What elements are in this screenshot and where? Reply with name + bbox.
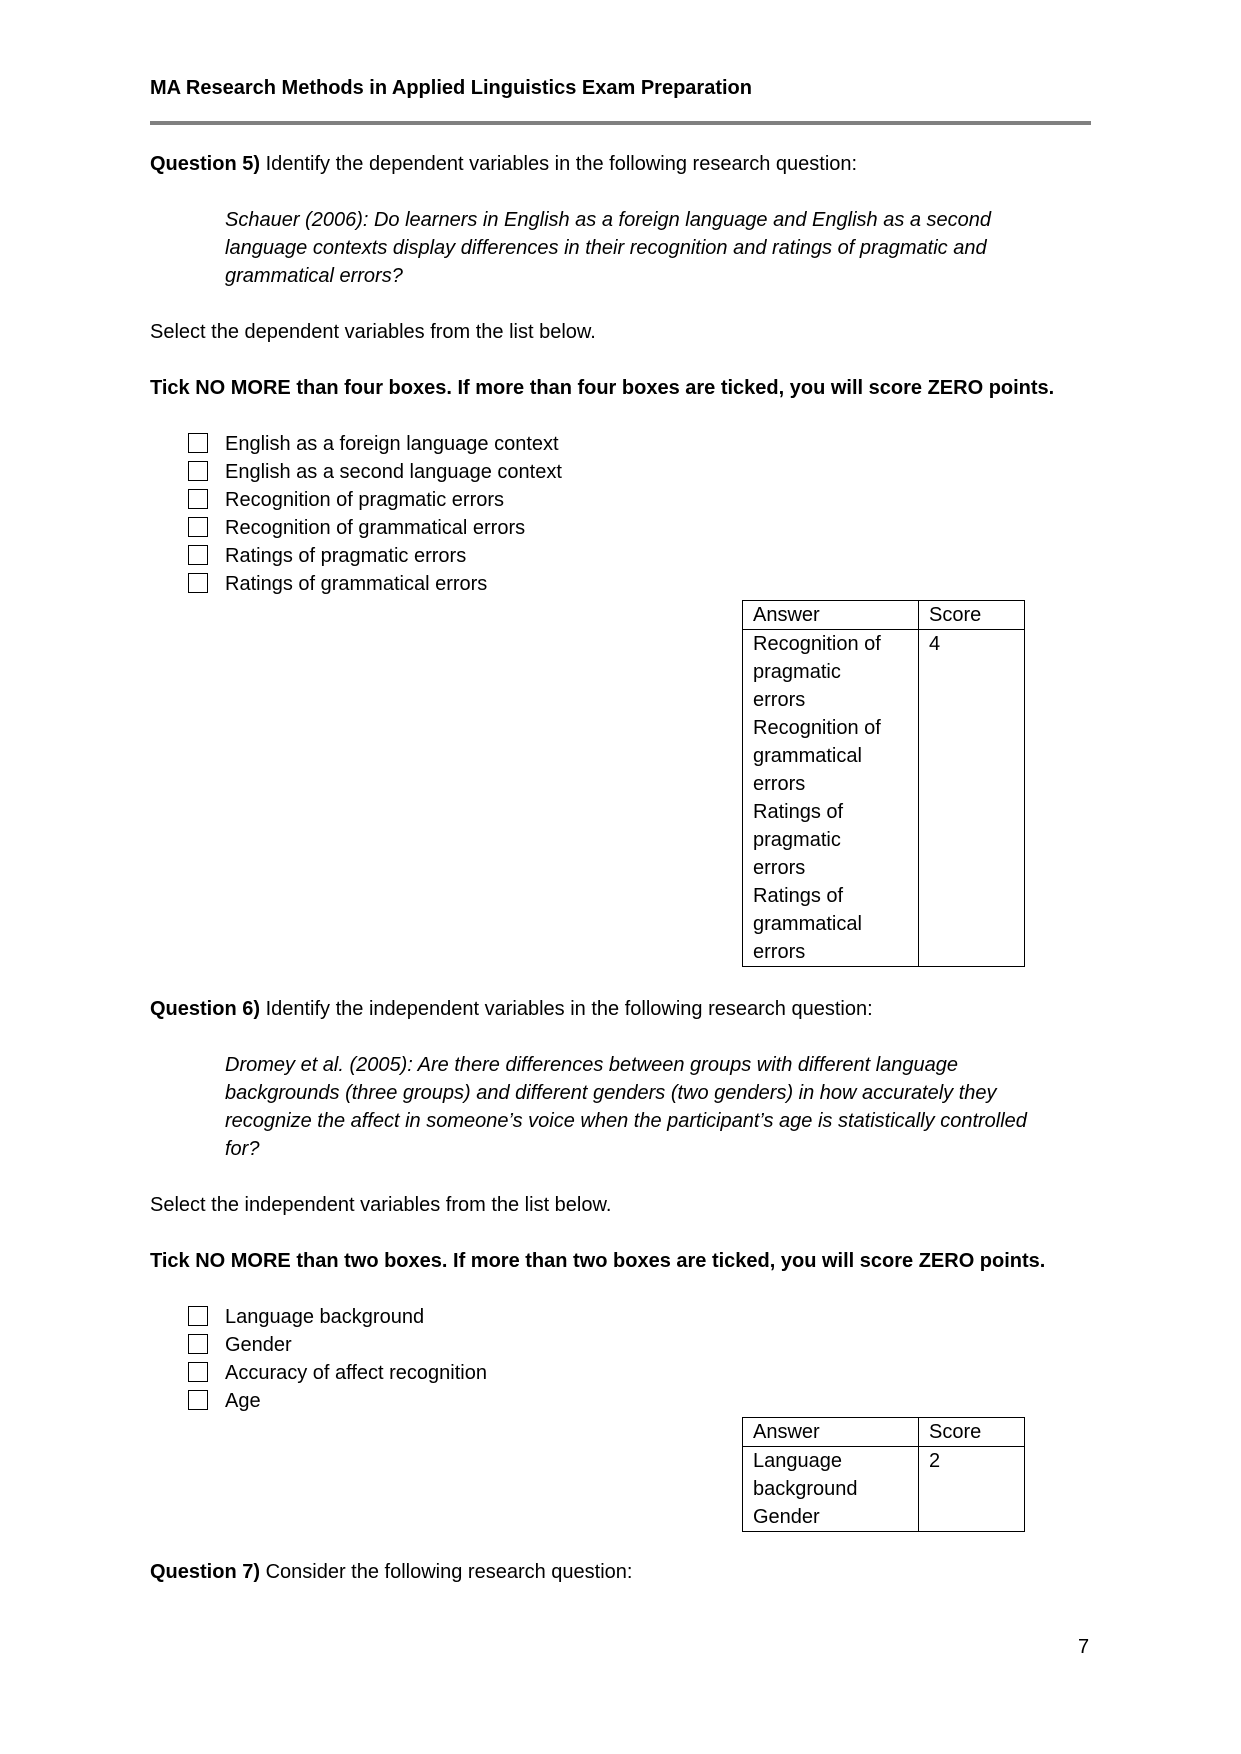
q5-option-label: Ratings of pragmatic errors — [225, 545, 467, 567]
q6-option-checkbox[interactable] — [188, 1362, 208, 1382]
q6-option-checkbox[interactable] — [188, 1390, 208, 1410]
score-cell: 2 — [919, 1447, 1025, 1532]
q7-prompt: Consider the following research question: — [265, 1561, 633, 1583]
answer-line: Recognition of — [753, 717, 881, 739]
q6-prompt: Identify the independent variables in the following research question: — [265, 998, 873, 1020]
q5-option-label: English as a second language context — [225, 461, 562, 483]
q6-option-label: Gender — [225, 1334, 292, 1356]
q5-research-question-line: Schauer (2006): Do learners in English as a foreign language and English as a second — [225, 209, 992, 231]
q6-option-label: Language background — [225, 1306, 425, 1328]
q5-option-checkbox[interactable] — [188, 517, 208, 537]
q5-select-text: Select the dependent variables from the list below. — [150, 321, 596, 343]
q5-option-checkbox[interactable] — [188, 545, 208, 565]
q6-prompt-line — [150, 995, 873, 1023]
answer-line: grammatical — [753, 745, 862, 767]
table-row — [743, 1447, 1025, 1532]
header-divider — [150, 121, 1091, 125]
answer-line: pragmatic — [753, 661, 841, 683]
q6-research-question-line: backgrounds (three groups) and different genders (two genders) in how accurately they — [225, 1082, 997, 1104]
q7-label: Question 7) — [150, 1561, 261, 1583]
q6-answer-table — [742, 1417, 1025, 1532]
q6-option-checkbox[interactable] — [188, 1306, 208, 1326]
q6-research-question-line: recognize the affect in someone’s voice when the participant’s age is statistically controlled — [225, 1110, 1027, 1132]
answer-cell — [743, 1447, 919, 1532]
answer-line: grammatical — [753, 913, 862, 935]
table-header-row — [743, 601, 1025, 630]
q5-option-label: Recognition of grammatical errors — [225, 517, 526, 539]
q5-instruction: Tick NO MORE than four boxes. If more than four boxes are ticked, you will score ZERO points. — [150, 377, 1055, 399]
table-header-row — [743, 1418, 1025, 1447]
q5-prompt-line — [150, 150, 857, 178]
q6-label: Question 6) — [150, 998, 261, 1020]
answer-line: errors — [753, 689, 806, 711]
score-header: Score — [919, 1418, 1025, 1447]
answer-line: Recognition of — [753, 633, 881, 655]
answer-header: Answer — [743, 1418, 919, 1447]
answer-line: pragmatic — [753, 829, 841, 851]
answer-cell — [743, 630, 919, 967]
q5-option-checkbox[interactable] — [188, 433, 208, 453]
table-row — [743, 630, 1025, 967]
page-header-title: MA Research Methods in Applied Linguistics Exam Preparation — [150, 77, 752, 99]
q5-option-checkbox[interactable] — [188, 573, 208, 593]
answer-line: Ratings of — [753, 885, 844, 907]
score-cell: 4 — [919, 630, 1025, 967]
q5-research-question-line: grammatical errors? — [225, 265, 403, 287]
answer-line: Ratings of — [753, 801, 844, 823]
answer-header: Answer — [743, 601, 919, 630]
score-header: Score — [919, 601, 1025, 630]
q5-option-label: Recognition of pragmatic errors — [225, 489, 505, 511]
q7-prompt-line — [150, 1558, 632, 1586]
q6-instruction: Tick NO MORE than two boxes. If more than two boxes are ticked, you will score ZERO points. — [150, 1250, 1046, 1272]
answer-line: errors — [753, 857, 806, 879]
answer-line: errors — [753, 773, 806, 795]
q5-option-checkbox[interactable] — [188, 461, 208, 481]
q6-research-question-line: for? — [225, 1138, 260, 1160]
page-number: 7 — [1078, 1636, 1090, 1658]
q6-option-checkbox[interactable] — [188, 1334, 208, 1354]
q5-option-label: Ratings of grammatical errors — [225, 573, 488, 595]
q6-option-label: Age — [225, 1390, 261, 1412]
answer-line: Language — [753, 1450, 842, 1472]
q5-option-checkbox[interactable] — [188, 489, 208, 509]
answer-line: errors — [753, 941, 806, 963]
q6-option-label: Accuracy of affect recognition — [225, 1362, 487, 1384]
q5-research-question-line: language contexts display differences in their recognition and ratings of pragmatic and — [225, 237, 987, 259]
q5-answer-table — [742, 600, 1025, 967]
q5-option-label: English as a foreign language context — [225, 433, 559, 455]
answer-line: Gender — [753, 1506, 820, 1528]
answer-line: background — [753, 1478, 858, 1500]
q5-prompt: Identify the dependent variables in the following research question: — [265, 153, 858, 175]
q5-label: Question 5) — [150, 153, 261, 175]
q6-select-text: Select the independent variables from the list below. — [150, 1194, 612, 1216]
q6-research-question-line: Dromey et al. (2005): Are there differences between groups with different language — [225, 1054, 959, 1076]
